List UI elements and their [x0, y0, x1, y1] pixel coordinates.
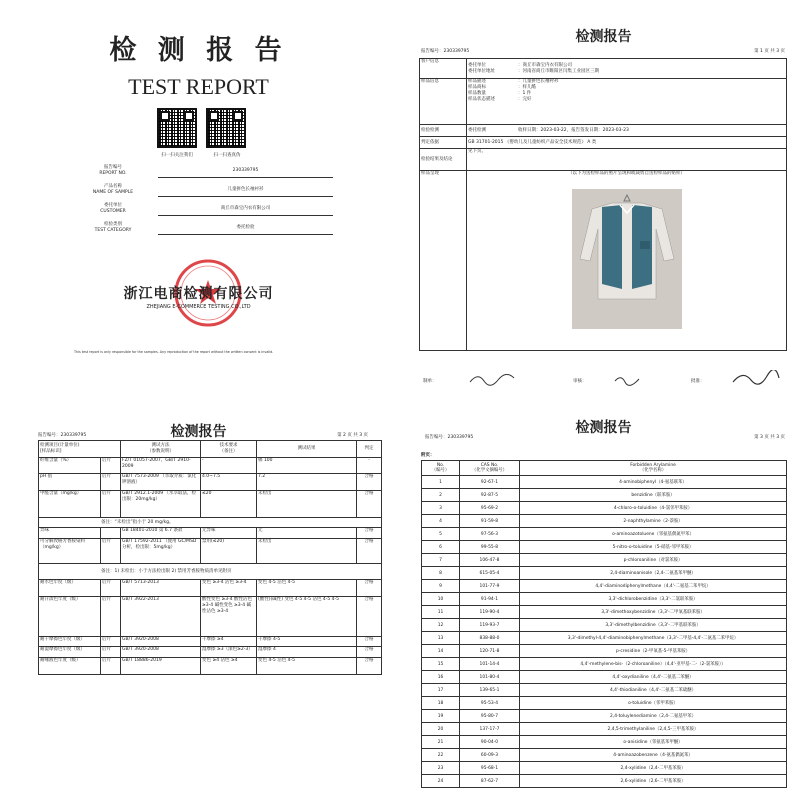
result-value: 未检出: [257, 539, 357, 564]
company-name-en: ZHEJIANG E-COMMERCE TESTING CO.,LTD: [146, 304, 251, 310]
result-method: GB/T 7573-2009 （萃取介质：氯化钾溶液）: [121, 474, 201, 491]
arylamine-row: [422, 645, 787, 658]
page2-page-info: 第 2 页 共 3 页: [337, 433, 368, 438]
arylamine-cas: 87-62-7: [460, 775, 520, 788]
page1-info-table: [419, 58, 787, 351]
result-sample-mark: 后片: [101, 647, 121, 658]
arylamine-row: [422, 567, 787, 580]
arylamine-no: 14: [422, 645, 460, 658]
result-verdict: 合格: [357, 474, 382, 491]
arylamine-table: [421, 460, 787, 788]
company-name-cn: 浙江电商检测有限公司: [123, 286, 274, 302]
arylamine-row: [422, 671, 787, 684]
info-value: ：商丘市森宝内衣有限公司: [518, 62, 572, 68]
page2-report-no: 报告编号：230339795: [38, 433, 87, 438]
result-row: [39, 518, 382, 528]
arylamine-row: [422, 528, 787, 541]
arylamine-no: 12: [422, 619, 460, 632]
result-method: GB/T 5713-2013: [121, 580, 201, 597]
arylamine-name: 2,6-xylidine（2,6-二甲基苯胺）: [520, 775, 787, 788]
arylamine-row: [422, 723, 787, 736]
arylamine-row: [422, 593, 787, 606]
sign-label-reviewer: 审核：: [573, 379, 587, 384]
result-requirement: 变色 ≥3-4 沾色 ≥3-4: [201, 580, 257, 597]
result-requirement: 干摩擦 ≥4: [201, 637, 257, 647]
signature-preparer: [468, 372, 518, 386]
arylamine-row: [422, 736, 787, 749]
result-row: [39, 658, 382, 675]
arylamine-row: [422, 554, 787, 567]
result-item: 异味: [39, 528, 101, 539]
cover-field-list: [78, 165, 338, 241]
result-value: 变色 4-5 沾色 4-5: [257, 658, 357, 675]
arylamine-row: [422, 710, 787, 723]
result-item: 耐水色牢度（级）: [39, 580, 101, 597]
result-sample-mark: 后片: [101, 474, 121, 491]
arylamine-cas: 101-80-4: [460, 671, 520, 684]
result-method: GB/T 3922-2013: [121, 597, 201, 637]
arylamine-name: 2,4-xylidine（2,4-二甲基苯胺）: [520, 762, 787, 775]
section-label: 样品呈现: [420, 171, 467, 351]
arylamine-no: 7: [422, 554, 460, 567]
arylamine-name: o-toluidine（邻甲苯胺）: [520, 697, 787, 710]
sample-photo: [572, 189, 682, 329]
arylamine-name: o-anisidine（邻氨基苯甲醚）: [520, 736, 787, 749]
result-value: 湿摩擦 4: [257, 647, 357, 658]
signature-approver: [731, 370, 781, 386]
result-item: 纤维含量（%）: [39, 458, 101, 474]
result-method: GB 18401-2010 第 6.7 条款: [121, 528, 201, 539]
info-line: [468, 97, 785, 103]
result-item: 可分解致癌芳香胺染料（mg/kg）: [39, 539, 101, 564]
arylamine-name: 2,4-diaminoanisole（2,4-二氨基苯甲醚）: [520, 567, 787, 580]
col-header-result: 测试结果: [257, 441, 357, 458]
arylamine-name: 4-aminobiphenyl（4-氨基联苯）: [520, 476, 787, 489]
result-sample-mark: 后片: [101, 637, 121, 647]
arylamine-cas: 101-77-9: [460, 580, 520, 593]
section-label: 客户信息: [420, 59, 467, 79]
result-row: [39, 564, 382, 580]
result-verdict: 合格: [357, 658, 382, 675]
cover-page: [8, 8, 389, 389]
arylamine-row: [422, 775, 787, 788]
qr-code-follow: [157, 108, 197, 148]
info-value: 收样日期：2023-03-22，报告签发日期：2023-03-23: [518, 127, 629, 133]
result-requirement: ≤20: [201, 491, 257, 518]
result-method: GB/T 2912.1-2009 （水萃取法，检出限：20mg/kg）: [121, 491, 201, 518]
result-row: [39, 597, 382, 637]
result-value: 变色 4-5 沾色 4-5: [257, 580, 357, 597]
result-verdict: 合格: [357, 597, 382, 637]
arylamine-name: 4,4'-methylene-bis-（2-chloroaniline）（4,4'-亚甲基-二-（2-氯苯胺））: [520, 658, 787, 671]
cover-field: [78, 184, 338, 203]
result-row: [39, 491, 382, 518]
arylamine-no: 20: [422, 723, 460, 736]
signature-reviewer: [613, 372, 643, 386]
section-label: 样品信息: [420, 79, 467, 125]
result-sample-mark: 后片: [101, 539, 121, 564]
result-row: [39, 474, 382, 491]
arylamine-cas: 137-17-7: [460, 723, 520, 736]
field-label-cn: 检验类别: [104, 222, 122, 227]
arylamine-cas: 91-94-1: [460, 593, 520, 606]
field-value: 儿童拼色长袖衬衫: [227, 187, 264, 192]
qr-follow-caption: 扫一扫关注我们: [161, 153, 193, 158]
arylamine-no: 8: [422, 567, 460, 580]
result-value: 无: [257, 528, 357, 539]
arylamine-no: 9: [422, 580, 460, 593]
info-key: 样品描述: [468, 79, 486, 84]
arylamine-row: [422, 606, 787, 619]
result-verdict: 合格: [357, 637, 382, 647]
arylamine-cas: 101-14-4: [460, 658, 520, 671]
arylamine-name: 4,4'-diaminodiphenylmethane（4,4'-二氨基二苯甲烷）: [520, 580, 787, 593]
arylamine-name: 4-aminoazobenzene（4-氨基偶氮苯）: [520, 749, 787, 762]
info-line: [468, 69, 785, 75]
arylamine-row: [422, 632, 787, 645]
cover-field: [78, 165, 338, 184]
arylamine-name: 3,3'-dimethyl-4,4'-diaminobiphenylmethane（3,3'-二甲基-4,4'-二氨基二苯甲烷）: [520, 632, 787, 645]
arylamine-cas: 95-80-7: [460, 710, 520, 723]
arylamine-cas: 92-87-5: [460, 489, 520, 502]
col-header-verdict: 判定: [357, 441, 382, 458]
arylamine-cas: 615-05-4: [460, 567, 520, 580]
info-value: ：样儿酷: [518, 85, 536, 90]
result-verdict: 合格: [357, 580, 382, 597]
arylamine-name: 4,4'-thiodianiline（4,4'-二氨基二苯硫醚）: [520, 684, 787, 697]
report-page-2: [8, 413, 389, 794]
section-label: 检验检测: [420, 125, 467, 137]
result-sample-mark: 后片: [101, 458, 121, 474]
arylamine-no: 24: [422, 775, 460, 788]
arylamine-row: [422, 658, 787, 671]
arylamine-no: 4: [422, 515, 460, 528]
col-header-name: Forbidden Arylamine （化学名称）: [520, 461, 787, 476]
info-key: 委托单位: [468, 62, 486, 68]
result-sample-mark: 后片: [101, 658, 121, 675]
result-method: GB/T 3920-2008: [121, 647, 201, 658]
arylamine-name: p-cresidine（2-甲氧基-5-甲基苯胺）: [520, 645, 787, 658]
arylamine-name: benzidine（联苯胺）: [520, 489, 787, 502]
arylamine-name: 2-naphthylamine（2-萘胺）: [520, 515, 787, 528]
arylamine-no: 3: [422, 502, 460, 515]
arylamine-no: 17: [422, 684, 460, 697]
result-item: pH 值: [39, 474, 101, 491]
result-method: GB/T 18886-2019: [121, 658, 201, 675]
arylamine-row: [422, 541, 787, 554]
result-row: [39, 580, 382, 597]
arylamine-cas: 139-65-1: [460, 684, 520, 697]
cover-footnote: This test report is only responsible for the samples. Any reproduction of the report without the written consent is invalid.: [74, 350, 274, 354]
arylamine-name: 5-nitro-o-toluidine（5-硝基-邻甲苯胺）: [520, 541, 787, 554]
arylamine-cas: 838-88-0: [460, 632, 520, 645]
arylamine-no: 19: [422, 710, 460, 723]
arylamine-cas: 91-59-8: [460, 515, 520, 528]
arylamine-no: 5: [422, 528, 460, 541]
result-verdict: -: [357, 458, 382, 474]
arylamine-row: [422, 502, 787, 515]
result-note: 备注：1) 未检出：小于方法检出限 2) 禁用芳香胺物质清单见附页: [39, 564, 382, 580]
arylamine-cas: 97-56-3: [460, 528, 520, 541]
arylamine-row: [422, 489, 787, 502]
photo-caption: （以下为送检样品的照片呈现和或裁剪自送检样品的贴样）: [568, 171, 685, 176]
page3-page-info: 第 3 页 共 3 页: [754, 435, 785, 440]
cover-title-en: TEST REPORT: [128, 74, 269, 99]
field-label-cn: 报告编号: [104, 165, 122, 170]
result-value: (酸性)(碱性) 变色 4-5 4-5 沾色 4-5 4-5: [257, 597, 357, 637]
arylamine-cas: 92-67-1: [460, 476, 520, 489]
result-row: [39, 647, 382, 658]
arylamine-cas: 95-68-1: [460, 762, 520, 775]
result-value: 未检出: [257, 491, 357, 518]
arylamine-no: 18: [422, 697, 460, 710]
field-label-cn: 产品名称: [104, 184, 122, 189]
info-key: 样品数量: [468, 91, 486, 96]
result-requirement: 变色 ≥4 沾色 ≥4: [201, 658, 257, 675]
arylamine-cas: 119-90-4: [460, 606, 520, 619]
info-value: ：河南省商丘市睢阳区闫集工业园区三期: [518, 68, 599, 74]
arylamine-row: [422, 762, 787, 775]
result-method: FZ/T 01057-2007、GB/T 2910-2009: [121, 458, 201, 474]
field-value: 230339795: [232, 168, 259, 173]
arylamine-cas: 60-09-3: [460, 749, 520, 762]
result-method: GB/T 17592-2011 （使用 GC/MSD 分析，检出限：5mg/kg）: [121, 539, 201, 564]
arylamine-cas: 119-93-7: [460, 619, 520, 632]
arylamine-row: [422, 476, 787, 489]
page3-title: 检测报告: [575, 420, 632, 436]
result-note: 备注：“未检出”指小于 20 mg/kg。: [39, 518, 382, 528]
arylamine-no: 23: [422, 762, 460, 775]
arylamine-no: 1: [422, 476, 460, 489]
arylamine-no: 10: [422, 593, 460, 606]
qr-code-verify: [206, 108, 246, 148]
col-header-item: 检测项目(计量单位) [样品标识]: [39, 441, 121, 458]
result-value: 干摩擦 4-5: [257, 637, 357, 647]
arylamine-name: 4,4'-oxydianiline（4,4'-二氨基二苯醚）: [520, 671, 787, 684]
page1-report-no: 报告编号：230339795: [421, 49, 470, 54]
page1-title: 检测报告: [575, 29, 632, 45]
result-verdict: 合格: [357, 491, 382, 518]
result-item: 耐汗渍色牢度（级）: [39, 597, 101, 637]
col-header-no: No. （编号）: [422, 461, 460, 476]
arylamine-no: 11: [422, 606, 460, 619]
arylamine-name: 3,3'-dimethylbenzidine（3,3'-二甲基联苯胺）: [520, 619, 787, 632]
info-value: ：完好: [518, 97, 532, 102]
result-sample-mark: [101, 528, 121, 539]
result-requirement: 湿摩擦 ≥3（深色≥2-3）: [201, 647, 257, 658]
result-requirement: -: [201, 458, 257, 474]
result-value: 7.2: [257, 474, 357, 491]
info-key: 样品商标: [468, 85, 486, 90]
arylamine-no: 22: [422, 749, 460, 762]
result-value: 棉 100: [257, 458, 357, 474]
col-header-requirement: 技术要求 （备注）: [201, 441, 257, 458]
result-row: [39, 539, 382, 564]
field-label-en: CUSTOMER: [100, 209, 126, 214]
arylamine-name: 2,4,5-trimethylaniline（2,4,5-三甲基苯胺）: [520, 723, 787, 736]
arylamine-no: 13: [422, 632, 460, 645]
field-label-en: NAME OF SAMPLE: [92, 190, 134, 195]
arylamine-row: [422, 619, 787, 632]
arylamine-no: 6: [422, 541, 460, 554]
field-value: 商丘市森宝内衣有限公司: [220, 206, 271, 211]
arylamine-cas: 90-04-0: [460, 736, 520, 749]
info-value: GB 31701-2015 《婴幼儿及儿童纺织产品安全技术规范》 A 类: [467, 137, 787, 149]
page1-page-info: 第 1 页 共 3 页: [754, 49, 785, 54]
report-page-1: [413, 8, 794, 389]
report-page-3: [413, 413, 794, 794]
arylamine-cas: 120-71-8: [460, 645, 520, 658]
field-value: 委托检验: [236, 225, 255, 230]
arylamine-name: p-chloroaniline（对氯苯胺）: [520, 554, 787, 567]
arylamine-cas: 99-55-8: [460, 541, 520, 554]
section-label: 判定依据: [420, 137, 467, 149]
info-value: ：儿童拼色长袖衬衫: [518, 79, 559, 84]
appendix-label: 附页：: [421, 453, 435, 458]
cover-field: [78, 222, 338, 241]
arylamine-row: [422, 580, 787, 593]
arylamine-cas: 95-69-2: [460, 502, 520, 515]
result-sample-mark: 后片: [101, 597, 121, 637]
sign-label-approver: 批准：: [691, 379, 705, 384]
info-key: 样品状态描述: [468, 97, 495, 102]
arylamine-name: 2,4-toluylenediamine（2,4-二氨基甲苯）: [520, 710, 787, 723]
result-verdict: 合格: [357, 647, 382, 658]
qr-verify-caption: 扫一扫查真伪: [213, 153, 241, 158]
info-value: ：1 件: [518, 91, 532, 96]
result-method: GB/T 3920-2008: [121, 637, 201, 647]
arylamine-name: 4-chloro-o-toluidine（4-氯邻甲苯胺）: [520, 502, 787, 515]
sign-label-preparer: 制单：: [423, 379, 437, 384]
arylamine-row: [422, 697, 787, 710]
result-row: [39, 528, 382, 539]
arylamine-row: [422, 515, 787, 528]
info-key: 委托单位地址: [468, 68, 495, 74]
result-verdict: 合格: [357, 539, 382, 564]
result-requirement: 无异味: [201, 528, 257, 539]
arylamine-no: 21: [422, 736, 460, 749]
field-label-en: TEST CATEGORY: [94, 228, 132, 233]
cover-title-cn: 检 测 报 告: [109, 35, 288, 66]
arylamine-no: 15: [422, 658, 460, 671]
arylamine-cas: 106-47-8: [460, 554, 520, 567]
result-item: 甲醛含量（mg/kg）: [39, 491, 101, 518]
col-header-method: 测试方法 （参数说明）: [121, 441, 201, 458]
arylamine-no: 2: [422, 489, 460, 502]
result-row: [39, 637, 382, 647]
section-label: 检验结果及结论: [420, 149, 467, 171]
field-label-en: REPORT NO.: [99, 171, 127, 176]
page2-title: 检测报告: [170, 424, 227, 440]
result-requirement: 4.0~7.5: [201, 474, 257, 491]
result-sample-mark: 后片: [101, 580, 121, 597]
page3-report-no: 报告编号：230339795: [425, 435, 474, 440]
result-item: 耐湿摩擦色牢度（级）: [39, 647, 101, 658]
result-item: 耐唾液色牢度（级）: [39, 658, 101, 675]
result-sample-mark: 后片: [101, 491, 121, 518]
result-row: [39, 458, 382, 474]
col-header-cas: CAS No. （化学文摘编号）: [460, 461, 520, 476]
arylamine-name: o-aminoazotoluene（邻氨基偶氮甲苯）: [520, 528, 787, 541]
result-requirement: 禁用(≤20): [201, 539, 257, 564]
result-requirement: 酸性变色 ≥3-4 酸性沾色 ≥3-4 碱性变色 ≥3-4 碱性沾色 ≥3-4: [201, 597, 257, 637]
info-key: 委托检测: [468, 127, 486, 133]
cover-field: [78, 203, 338, 222]
arylamine-name: 3,3'-dimethoxybenzidine（3,3'-二甲氧基联苯胺）: [520, 606, 787, 619]
arylamine-row: [422, 749, 787, 762]
info-value: 见下页。: [467, 149, 787, 171]
result-item: 耐干摩擦色牢度（级）: [39, 637, 101, 647]
field-label-cn: 委托单位: [104, 203, 122, 208]
result-verdict: 合格: [357, 528, 382, 539]
page2-results-table: [38, 440, 382, 675]
arylamine-name: 3,3'-dichlorobenzidine（3,3'-二氯联苯胺）: [520, 593, 787, 606]
arylamine-no: 16: [422, 671, 460, 684]
arylamine-cas: 95-53-4: [460, 697, 520, 710]
arylamine-row: [422, 684, 787, 697]
